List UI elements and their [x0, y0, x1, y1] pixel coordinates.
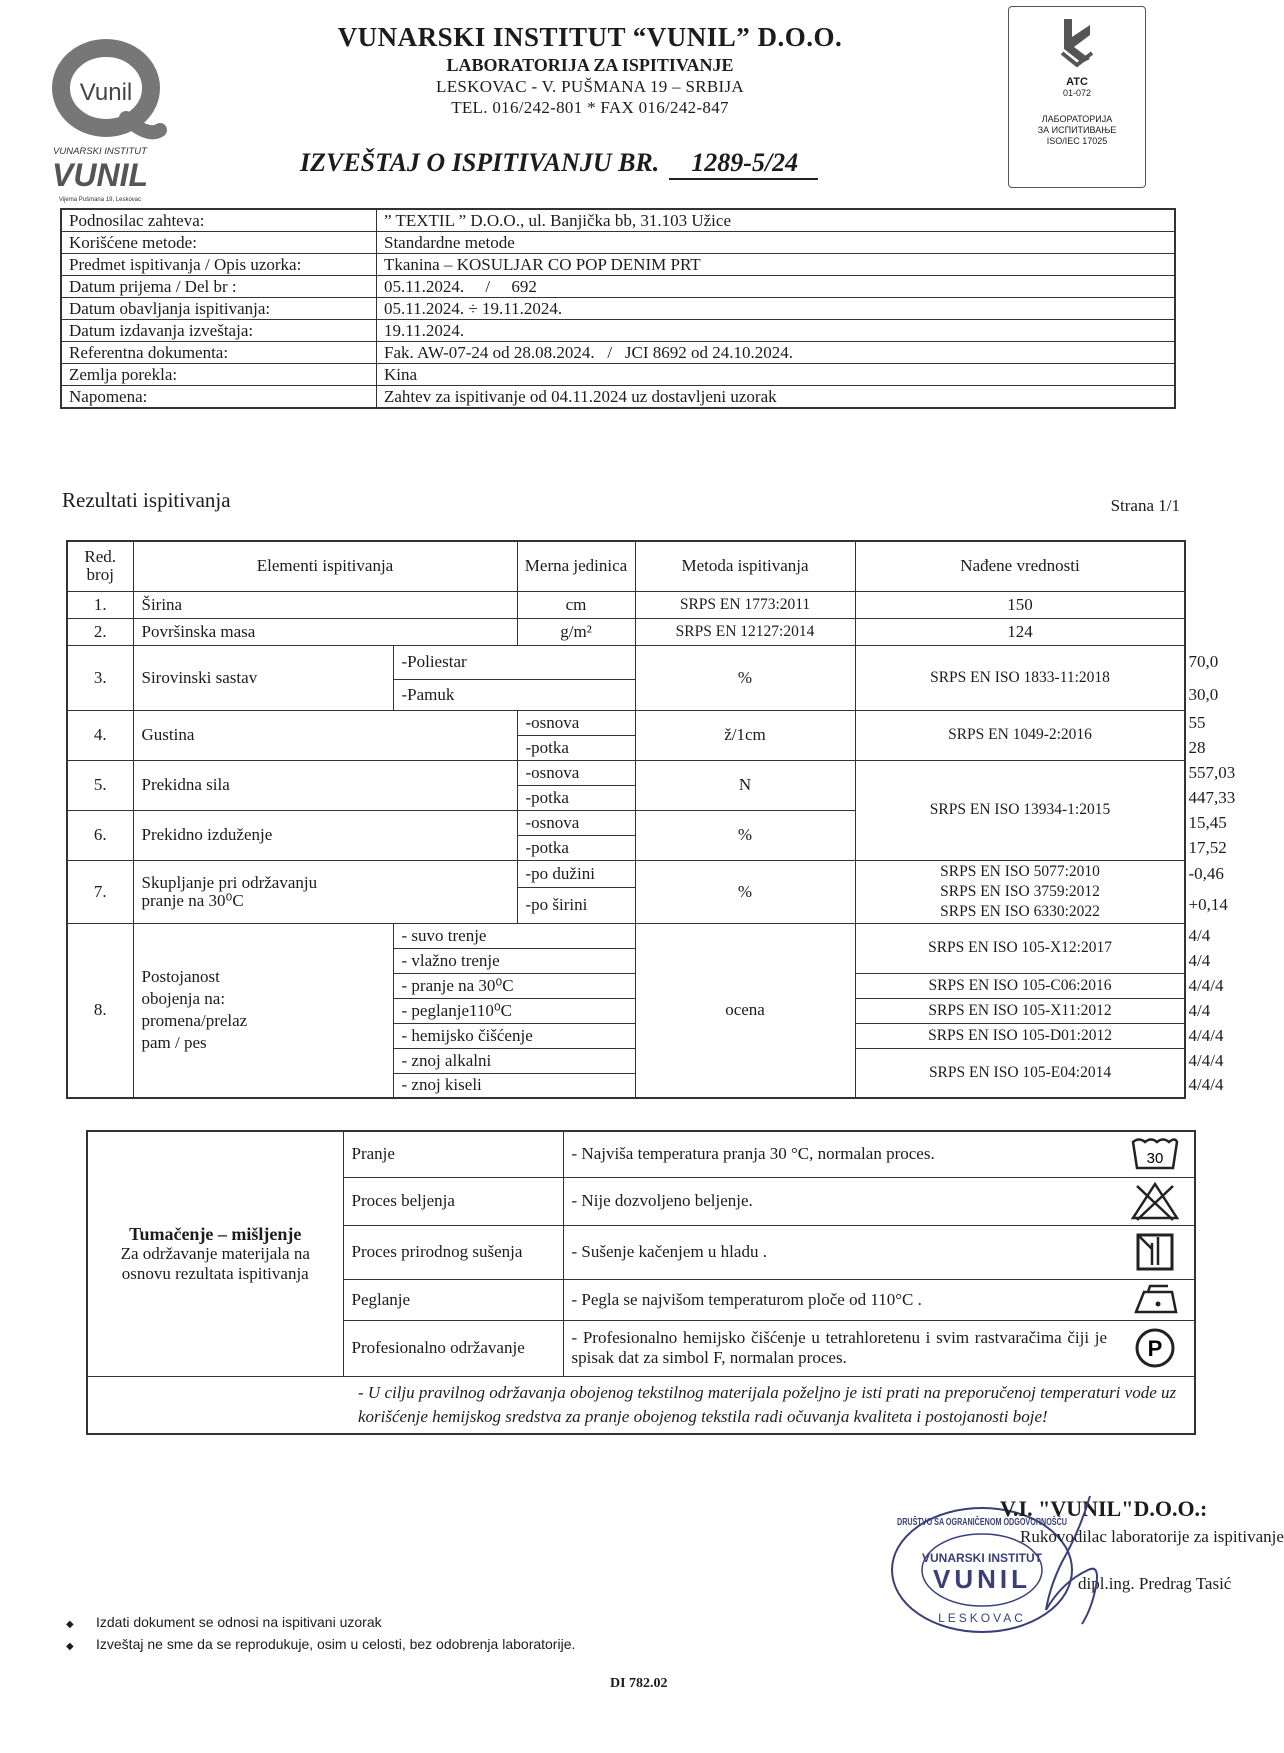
table-row: -potka 447,33 [67, 785, 1185, 810]
signature-role: Rukovodilac laboratorije za ispitivanje [1020, 1527, 1284, 1546]
table-row: -potka 17,52 [67, 835, 1185, 860]
info-label: Napomena: [61, 386, 377, 409]
info-value: Standardne metode [377, 232, 1176, 254]
row-value: 124 [855, 618, 1185, 645]
info-label: Predmet ispitivanja / Opis uzorka: [61, 254, 377, 276]
row-element [133, 860, 517, 923]
care-description: - Sušenje kačenjem u hladu . [563, 1225, 1115, 1279]
vunil-logo [48, 26, 198, 206]
row-method: SRPS EN 1049-2:2016 [855, 710, 1185, 760]
row-sub: -osnova [517, 760, 635, 785]
row-element-line-2: obojenja na: [141, 989, 226, 1009]
row-method: SRPS EN ISO 105-X12:2017 [855, 923, 1185, 973]
row-number: 7. [67, 860, 133, 923]
row-method: SRPS EN ISO 105-E04:2014 [855, 1048, 1185, 1098]
table-row: 8. Postojanost obojenja na: promena/prelaz pam / pes - suvo trenje ocena SRPS EN ISO 105-X12:2017 4/4 [67, 923, 1185, 948]
care-label: Proces prirodnog sušenja [343, 1225, 563, 1279]
row-unit: N [635, 760, 855, 810]
handwritten-signature [950, 1490, 1225, 1640]
table-row: - peglanje110⁰C SRPS EN ISO 105-X11:2012 4/4 [67, 998, 1185, 1023]
stamp-mid-text: VUNARSKI INSTITUT [922, 1551, 1042, 1565]
table-row: - znoj alkalni SRPS EN ISO 105-E04:2014 4/4/4 [67, 1048, 1185, 1073]
care-row [87, 1131, 1195, 1177]
row-element-line-1: Postojanost [141, 967, 220, 987]
row-method: SRPS EN ISO 105-C06:2016 [855, 973, 1185, 998]
header-value: Nađene vrednosti [855, 541, 1185, 591]
info-row [61, 342, 1175, 364]
care-label: Proces beljenja [343, 1177, 563, 1225]
row-method [855, 860, 1185, 923]
table-row: -potka 28 [67, 735, 1185, 760]
method-line-1: SRPS EN ISO 5077:2010 [940, 862, 1100, 880]
row-element: Gustina [133, 710, 517, 760]
table-row: -Pamuk 30,0 [67, 679, 1185, 710]
care-interpretation-table [86, 1130, 1196, 1435]
row-method: SRPS EN 1773:2011 [635, 591, 855, 618]
row-element-line-4: pam / pes [141, 1033, 207, 1053]
info-label: Datum izdavanja izveštaja: [61, 320, 377, 342]
info-row [61, 254, 1175, 276]
footer-note: ◆ Izdati dokument se odnosi na ispitivani uzorak [66, 1614, 382, 1630]
table-row: - pranje na 30⁰C SRPS EN ISO 105-C06:2016 4/4/4 [67, 973, 1185, 998]
info-value: Fak. AW-07-24 od 28.08.2024. / JCI 8692 od 24.10.2024. [377, 342, 1176, 364]
row-unit: % [635, 860, 855, 923]
info-value: 19.11.2024. [377, 320, 1176, 342]
row-element-line-1: Skupljanje pri održavanju [141, 872, 318, 892]
atc-mark-icon [1052, 17, 1102, 69]
info-row [61, 209, 1175, 232]
row-sub: -potka [517, 835, 635, 860]
header-unit: Merna jedinica [517, 541, 635, 591]
results-title: Rezultati ispitivanja [62, 488, 231, 512]
row-sub: -potka [517, 785, 635, 810]
table-row [67, 618, 1185, 645]
row-sub: - peglanje110⁰C [393, 998, 635, 1023]
row-sub: -Pamuk [393, 679, 635, 710]
phone: TEL. 016/242-801 * FAX 016/242-847 [451, 98, 729, 117]
info-label: Korišćene metode: [61, 232, 377, 254]
results-header-row [67, 541, 1185, 591]
info-value: 05.11.2024. / 692 [377, 276, 1176, 298]
row-unit: g/m² [517, 618, 635, 645]
logo-caption: VUNARSKI INSTITUT [53, 146, 147, 157]
accreditation-text-2: ЗА ИСПИТИВАЊЕ [1037, 125, 1117, 135]
logo-word: VUNIL [52, 157, 148, 193]
report-title [300, 148, 818, 180]
info-row [61, 232, 1175, 254]
row-method: SRPS EN ISO 105-D01:2012 [855, 1023, 1185, 1048]
method-line-2: SRPS EN ISO 3759:2012 [940, 882, 1100, 900]
table-row: - znoj kiseli 4/4/4 [67, 1073, 1185, 1098]
row-unit: % [635, 810, 855, 860]
care-description: - Profesionalno hemijsko čišćenje u tetrahloretenu i svim rastvaračima čiji je spisak dat za simbol F, normalan proces. [563, 1320, 1115, 1376]
care-description: - Nije dozvoljeno beljenje. [563, 1177, 1115, 1225]
footer-note: ◆ Izveštaj ne sme da se reprodukuje, osim u celosti, bez odobrenja laboratorije. [66, 1636, 576, 1652]
row-element: Širina [133, 591, 517, 618]
logo-address: Vijema Pušmana 19, Leskovac [58, 197, 142, 203]
lab-name: LABORATORIJA ZA ISPITIVANJE [446, 55, 734, 75]
footer-notes [66, 1614, 575, 1658]
info-row [61, 320, 1175, 342]
header-element: Elementi ispitivanja [133, 541, 517, 591]
wash-30-icon [1115, 1131, 1195, 1177]
row-sub: - znoj kiseli [393, 1073, 635, 1098]
info-label: Datum prijema / Del br : [61, 276, 377, 298]
table-row: 5. Prekidna sila -osnova N SRPS EN ISO 13934-1:2015 557,03 [67, 760, 1185, 785]
row-element-line-2: pranje na 30⁰C [141, 890, 244, 910]
interpretation-title: Tumačenje – mišljenje [129, 1223, 302, 1244]
iron-low-icon [1115, 1279, 1195, 1320]
row-number: 5. [67, 760, 133, 810]
interpretation-subtitle: Za održavanje materijala na osnovu rezultata ispitivanja [120, 1243, 310, 1283]
results-table [66, 540, 1236, 1099]
no-bleach-icon [1115, 1177, 1195, 1225]
table-row: - hemijsko čišćenje SRPS EN ISO 105-D01:2012 4/4/4 [67, 1023, 1185, 1048]
footer-note-text: Izdati dokument se odnosi na ispitivani uzorak [96, 1614, 382, 1630]
care-label: Peglanje [343, 1279, 563, 1320]
info-row [61, 364, 1175, 386]
accreditation-badge [1008, 6, 1146, 188]
signature-name: dipl.ing. Predrag Tasić [1078, 1574, 1232, 1593]
info-row [61, 298, 1175, 320]
table-row [67, 591, 1185, 618]
row-value: 150 [855, 591, 1185, 618]
care-note: - U cilju pravilnog održavanja obojenog tekstilnog materijala poželjno je isti prati na preporučenoj temperaturi vode uz korišćenje hemijskog sredstva za pranje obojenog tekstila radi očuvanja kvaliteta i postojanosti boje! [87, 1376, 1195, 1434]
row-sub: -Poliestar [393, 645, 635, 679]
stamp-top-text: DRUŠTVO SA OGRANIČENOM ODGOVORNOŠĆU [897, 1517, 1134, 1528]
interpretation-heading [87, 1131, 343, 1376]
line-dry-shade-icon [1115, 1225, 1195, 1279]
info-value: Tkanina – KOSULJAR CO POP DENIM PRT [377, 254, 1176, 276]
table-row: -po širini +0,14 [67, 887, 1185, 923]
care-row [87, 1376, 1195, 1434]
row-element: Površinska masa [133, 618, 517, 645]
request-info-table [60, 208, 1176, 409]
stamp-bottom-text: LESKOVAC [938, 1611, 1026, 1625]
row-method: SRPS EN ISO 105-X11:2012 [855, 998, 1185, 1023]
method-line-3: SRPS EN ISO 6330:2022 [940, 902, 1100, 920]
row-number: 6. [67, 810, 133, 860]
table-row: 7. Skupljanje pri održavanju pranje na 30⁰C -po dužini % SRPS EN ISO 5077:2010 SRPS EN ISO 3759:2012 SRPS EN ISO 6330:2022 -0,46 [67, 860, 1185, 887]
info-value: Zahtev za ispitivanje od 04.11.2024 uz dostavljeni uzorak [377, 386, 1176, 409]
row-sub: - pranje na 30⁰C [393, 973, 635, 998]
info-row [61, 276, 1175, 298]
care-label: Pranje [343, 1131, 563, 1177]
row-unit: % [635, 645, 855, 710]
row-element: Prekidna sila [133, 760, 517, 810]
row-element: Sirovinski sastav [133, 645, 393, 710]
accreditation-text-3: ISO/IEC 17025 [1046, 136, 1108, 146]
stamp-big-text: VUNIL [933, 1564, 1031, 1594]
info-label: Datum obavljanja ispitivanja: [61, 298, 377, 320]
row-method: SRPS EN 12127:2014 [635, 618, 855, 645]
address: LESKOVAC - V. PUŠMANA 19 – SRBIJA [436, 77, 744, 96]
drycleaning-letter: P [1147, 1336, 1162, 1361]
report-number: 1289-5/24 [669, 148, 818, 180]
info-value: Kina [377, 364, 1176, 386]
row-element [133, 923, 393, 1098]
row-sub: - vlažno trenje [393, 948, 635, 973]
row-sub: -potka [517, 735, 635, 760]
logo-text: Vunil [79, 79, 133, 106]
info-value: 05.11.2024. ÷ 19.11.2024. [377, 298, 1176, 320]
header-no: Red. broj [67, 541, 133, 591]
row-unit: ž/1cm [635, 710, 855, 760]
table-row: 4. Gustina -osnova ž/1cm SRPS EN 1049-2:2016 55 [67, 710, 1185, 735]
header-method: Metoda ispitivanja [635, 541, 855, 591]
row-number: 2. [67, 618, 133, 645]
table-row: - vlažno trenje 4/4 [67, 948, 1185, 973]
table-row: 3. Sirovinski sastav -Poliestar % SRPS EN ISO 1833-11:2018 70,0 [67, 645, 1185, 679]
info-label: Zemlja porekla: [61, 364, 377, 386]
row-number: 4. [67, 710, 133, 760]
row-sub: - hemijsko čišćenje [393, 1023, 635, 1048]
row-method: SRPS EN ISO 13934-1:2015 [855, 760, 1185, 860]
report-title-text: IZVEŠTAJ O ISPITIVANJU BR. [300, 148, 660, 177]
row-sub: -po dužini [517, 860, 635, 887]
row-sub: -po širini [517, 887, 635, 923]
row-number: 1. [67, 591, 133, 618]
row-number: 3. [67, 645, 133, 710]
accreditation-code: ATC [1066, 76, 1088, 88]
signature-company: V.I. "VUNIL"D.O.O.: [1000, 1496, 1208, 1521]
row-sub: -osnova [517, 810, 635, 835]
header-block [290, 22, 890, 118]
wash-temp-label: 30 [1146, 1150, 1163, 1168]
accreditation-number: 01-072 [1062, 88, 1092, 98]
row-method: SRPS EN ISO 1833-11:2018 [855, 645, 1185, 710]
info-value: ” TEXTIL ” D.O.O., ul. Banjička bb, 31.103 Užice [377, 209, 1176, 232]
table-row: 6. Prekidno izduženje -osnova % 15,45 [67, 810, 1185, 835]
row-sub: - suvo trenje [393, 923, 635, 948]
care-label: Profesionalno održavanje [343, 1320, 563, 1376]
footer-note-text: Izveštaj ne sme da se reprodukuje, osim u celosti, bez odobrenja laboratorije. [96, 1636, 576, 1652]
care-description: - Pegla se najvišom temperaturom ploče od 110°C . [563, 1279, 1115, 1320]
info-label: Podnosilac zahteva: [61, 209, 377, 232]
row-element-line-3: promena/prelaz [141, 1011, 248, 1031]
document-code: DI 782.02 [610, 1676, 668, 1691]
accreditation-text-1: ЛАБОРАТОРИЈА [1041, 114, 1113, 124]
info-row [61, 386, 1175, 409]
row-unit: ocena [635, 923, 855, 1098]
row-sub: -osnova [517, 710, 635, 735]
row-number: 8. [67, 923, 133, 1098]
dry-clean-p-icon [1115, 1320, 1195, 1376]
care-description: - Najviša temperatura pranja 30 °C, normalan proces. [563, 1131, 1115, 1177]
info-label: Referentna dokumenta: [61, 342, 377, 364]
row-sub: - znoj alkalni [393, 1048, 635, 1073]
row-element: Prekidno izduženje [133, 810, 517, 860]
page-number: Strana 1/1 [1110, 496, 1180, 515]
row-unit: cm [517, 591, 635, 618]
institute-name: VUNARSKI INSTITUT “VUNIL” D.O.O. [337, 22, 843, 52]
